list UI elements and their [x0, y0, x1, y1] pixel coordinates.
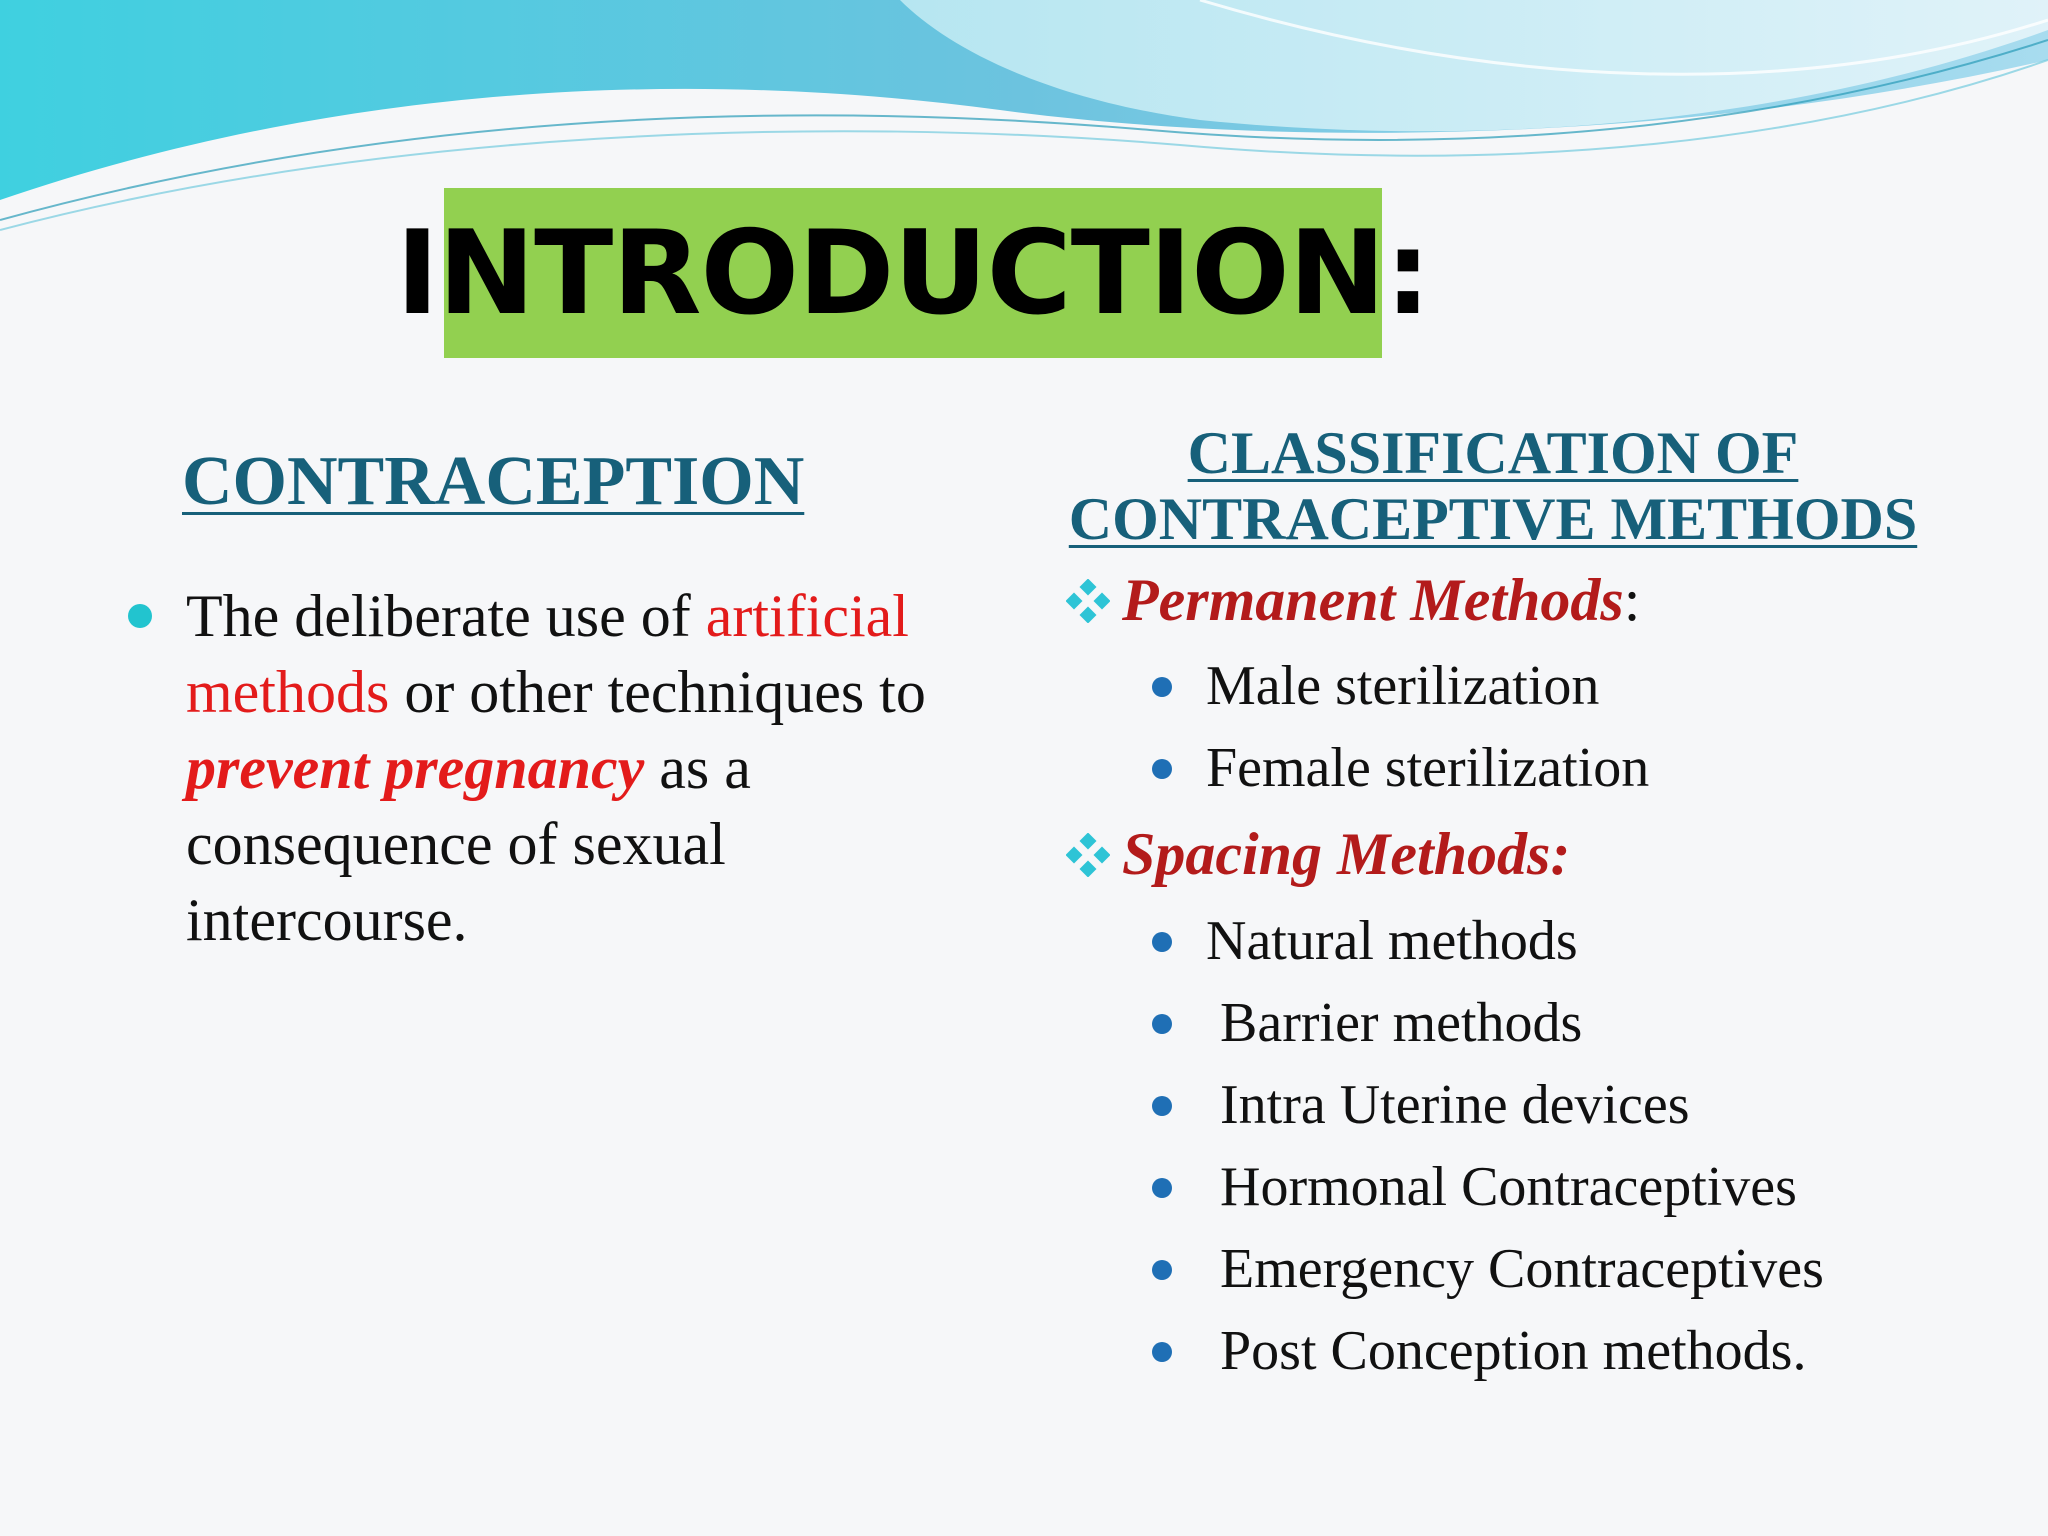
bullet-dot-icon: [1152, 1096, 1172, 1116]
list-item: Post Conception methods.: [1152, 1310, 1824, 1392]
list-item: Natural methods: [1152, 900, 1824, 982]
spacing-methods-list: [1152, 900, 1824, 1392]
bullet-dot-icon: [128, 604, 152, 628]
classification-heading: [1060, 420, 1926, 552]
classification-heading-line1: CLASSIFICATION OF: [1187, 420, 1799, 486]
definition-text-2: or other techniques to: [389, 659, 926, 725]
bullet-dot-icon: [1152, 1014, 1172, 1034]
bullet-dot-icon: [1152, 1342, 1172, 1362]
four-diamond-icon: [1066, 579, 1110, 623]
definition-paragraph: [186, 578, 1006, 958]
title-banner: [395, 188, 1431, 358]
list-item: Intra Uterine devices: [1152, 1064, 1824, 1146]
list-item: Emergency Contraceptives: [1152, 1228, 1824, 1310]
definition-text-1: The deliberate use of: [186, 583, 706, 649]
four-diamond-icon: [1066, 833, 1110, 877]
permanent-methods-colon: :: [1623, 567, 1641, 633]
definition-text-3: as a consequence of sexual intercourse.: [186, 735, 751, 953]
bullet-dot-icon: [1152, 932, 1172, 952]
spacing-methods-label: Spacing Methods:: [1122, 821, 1571, 887]
definition-highlight-1: artificial methods: [186, 583, 909, 725]
list-item: Male sterilization: [1152, 645, 1649, 727]
bullet-dot-icon: [1152, 1260, 1172, 1280]
permanent-methods-title: [1066, 566, 1640, 635]
permanent-methods-label: Permanent Methods: [1122, 567, 1624, 633]
spacing-methods-title: [1066, 820, 1570, 889]
slide-title: INTRODUCTION:: [395, 205, 1431, 341]
contraception-heading: CONTRACEPTION: [182, 443, 805, 520]
list-item: Barrier methods: [1152, 982, 1824, 1064]
bullet-dot-icon: [1152, 677, 1172, 697]
bullet-dot-icon: [1152, 1178, 1172, 1198]
bullet-dot-icon: [1152, 759, 1172, 779]
list-item: Hormonal Contraceptives: [1152, 1146, 1824, 1228]
list-item: Female sterilization: [1152, 727, 1649, 809]
permanent-methods-list: [1152, 645, 1649, 809]
definition-highlight-2: prevent pregnancy: [186, 735, 645, 801]
classification-heading-line2: CONTRACEPTIVE METHODS: [1068, 486, 1918, 552]
